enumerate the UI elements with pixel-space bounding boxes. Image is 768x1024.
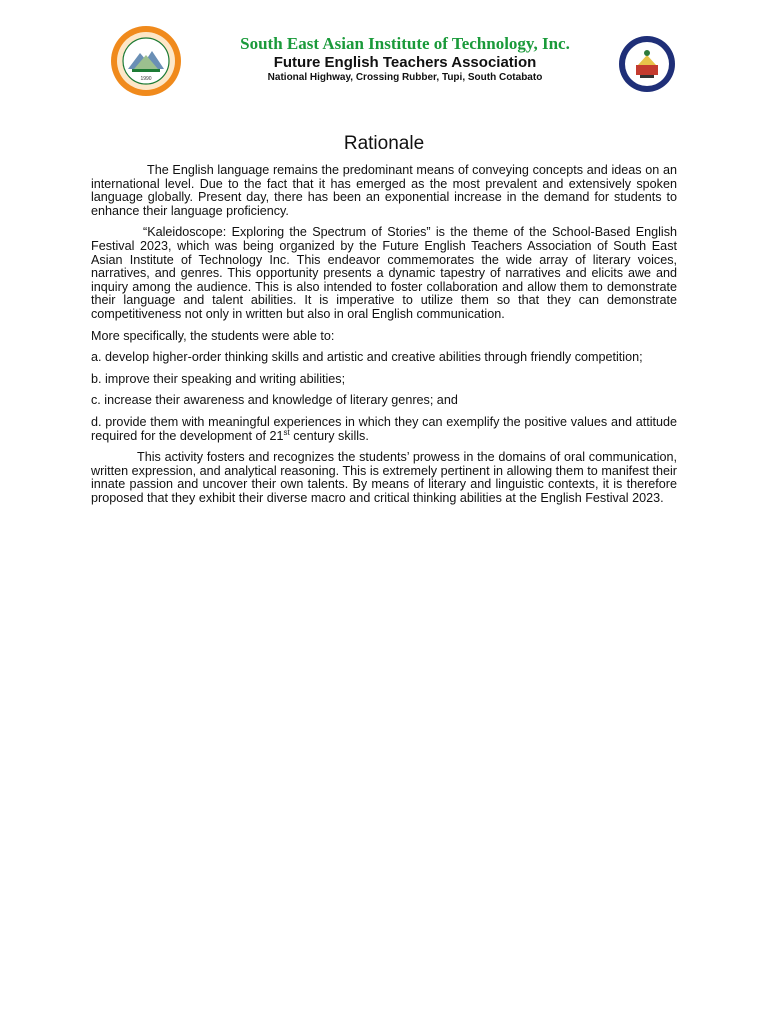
objective-item-c: c. increase their awareness and knowledge of literary genres; and: [91, 393, 458, 408]
paragraph-intro: The English language remains the predominant means of conveying concepts and ideas on an international level. Due to the fact that it has emerged as the most prevalent and extensively spoken language globally. Present day, there has been an exponential increase in the demand for students to enhance their language proficiency.: [91, 163, 677, 218]
seait-seal-icon: [110, 25, 182, 97]
feta-seal-icon: [618, 35, 676, 93]
objective-item-a: a. develop higher-order thinking skills and artistic and creative abilities through friendly competition;: [91, 350, 643, 365]
objective-item-d-text: d. provide them with meaningful experiences in which they can exemplify the positive values and attitude required for the development of 21: [91, 414, 677, 443]
rationale-body: [91, 164, 677, 513]
school-name: South East Asian Institute of Technology, Inc.: [240, 34, 570, 53]
paragraph-conclusion: This activity fosters and recognizes the students’ prowess in the domains of oral communication, written expression, and analytical reasoning. This is extremely pertinent in allowing them to manifest their innate passion and uncover their own talents. By means of literary and linguistic contexts, it is therefore proposed that they exhibit their diverse macro and critical thinking abilities at the English Festival 2023.: [91, 450, 677, 505]
association-name: Future English Teachers Association: [273, 54, 537, 71]
address: National Highway, Crossing Rubber, Tupi, South Cotabato: [267, 72, 543, 83]
paragraph-theme: “Kaleidoscope: Exploring the Spectrum of Stories” is the theme of the School-Based English Festival 2023, which was being organized by the Future English Teachers Association of South East Asian Institute of Technology Inc. This endeavor commemorates the wide array of literary voices, narratives, and genres. This opportunity presents a dynamic tapestry of narratives and elicits awe and inquiry among the audience. This is also intended to foster collaboration and allow them to demonstrate their language and talent abilities. It is imperative to utilize them so that they can demonstrate competitiveness not only in written but also in oral English communication.: [91, 225, 677, 321]
document-header: [0, 0, 768, 110]
header-text-block: [190, 34, 620, 84]
objective-item-d: [91, 416, 677, 443]
svg-text:1990: 1990: [140, 76, 152, 82]
objective-item-b: b. improve their speaking and writing abilities;: [91, 371, 346, 386]
objective-item-d-end: century skills.: [289, 428, 369, 443]
page-title: Rationale: [343, 133, 425, 154]
paragraph-objectives-lead: More specifically, the students were able to:: [91, 328, 335, 343]
ordinal-suffix: st: [283, 427, 290, 437]
